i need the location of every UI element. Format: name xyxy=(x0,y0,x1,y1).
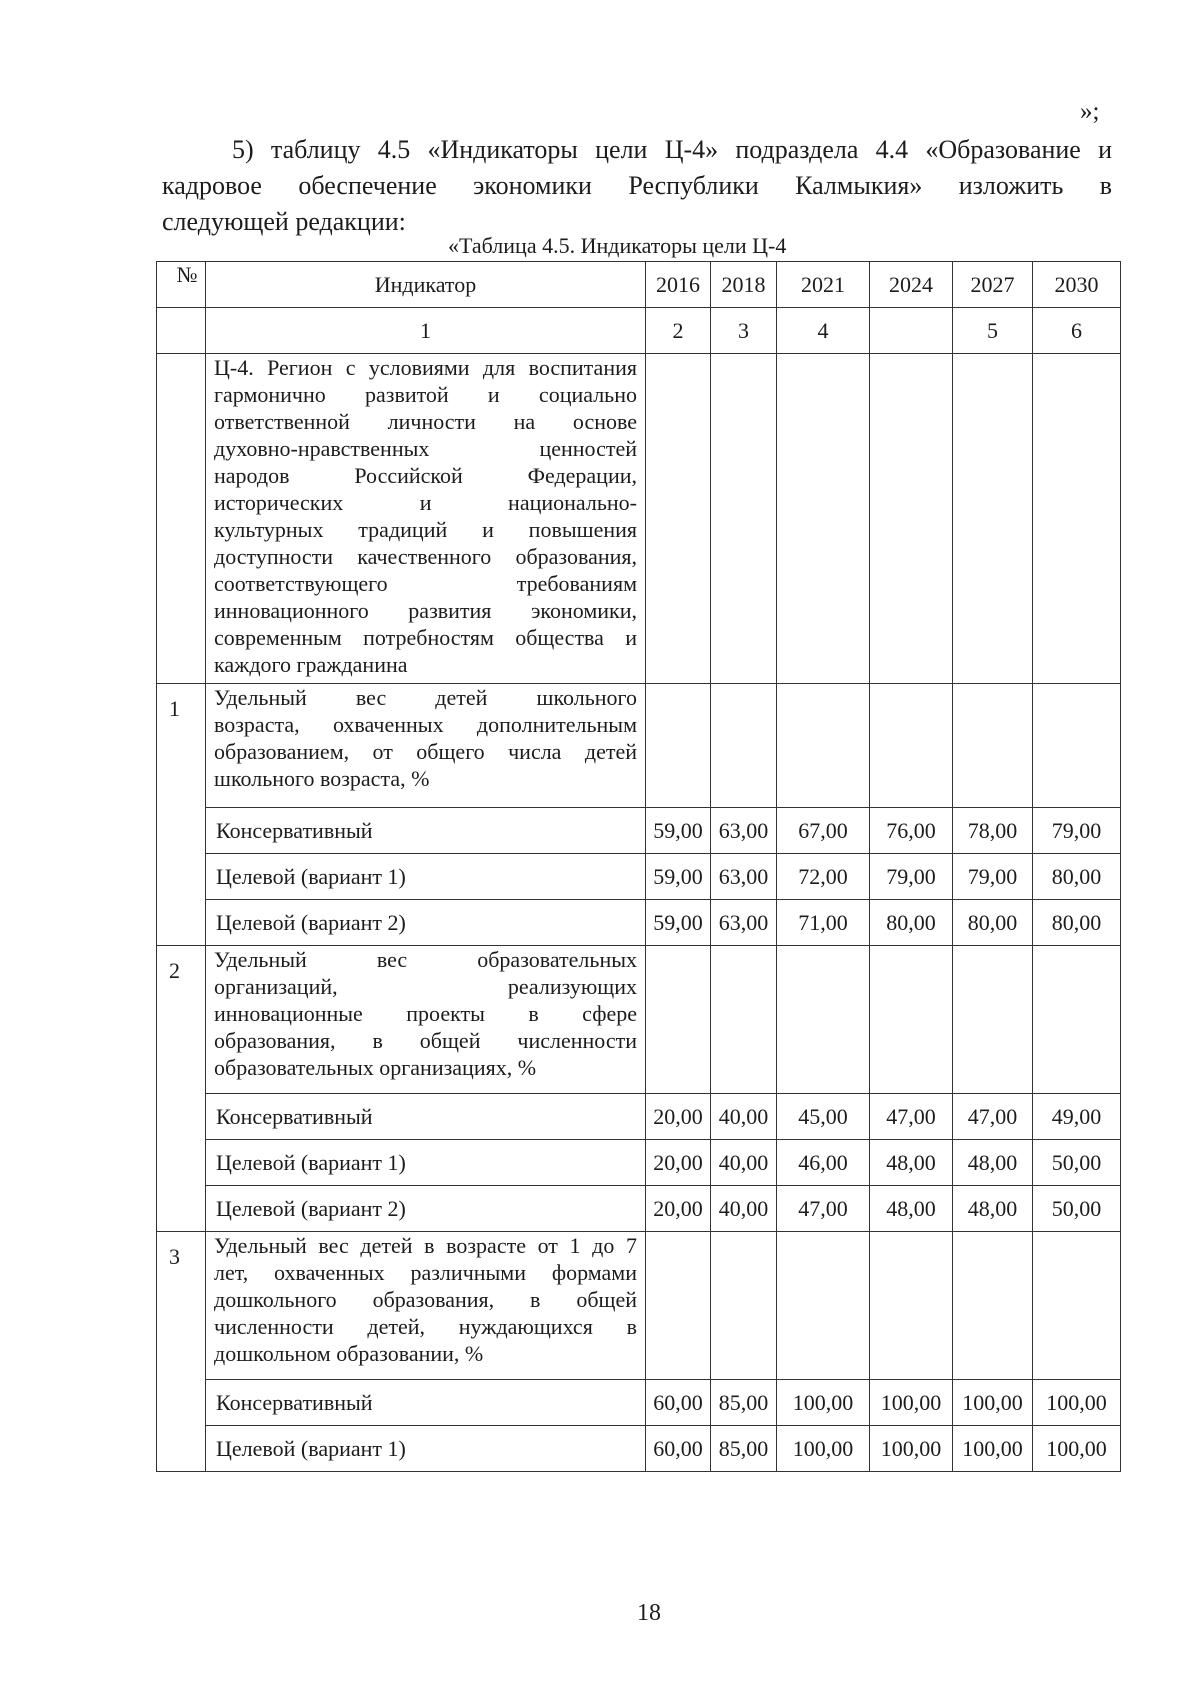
scenario-label: Целевой (вариант 1) xyxy=(206,854,646,900)
empty-value-cell xyxy=(646,1232,711,1380)
value-cell: 80,00 xyxy=(1033,854,1121,900)
scenario-label: Целевой (вариант 2) xyxy=(206,900,646,946)
scenario-label: Консервативный xyxy=(206,808,646,854)
paragraph-line: кадровое обеспечение экономики Республики Калмыкия» изложить в xyxy=(162,171,1112,200)
empty-value-cell xyxy=(953,1232,1033,1380)
column-numbers-row xyxy=(157,308,1121,354)
indicator-number: 1 xyxy=(157,684,206,946)
value-cell: 46,00 xyxy=(777,1140,870,1186)
header-number: № xyxy=(157,262,206,308)
indicator-text-line: дошкольного образования, в общей xyxy=(214,1287,637,1312)
indicator-text-cell xyxy=(206,946,646,1094)
value-cell: 48,00 xyxy=(870,1140,953,1186)
value-cell: 47,00 xyxy=(777,1186,870,1232)
value-cell: 85,00 xyxy=(711,1426,777,1472)
empty-value-cell xyxy=(870,684,953,808)
indicator-text-line: образованием, от общего числа детей xyxy=(214,739,637,764)
value-cell: 48,00 xyxy=(953,1186,1033,1232)
indicator-text-line: образовательных организациях, % xyxy=(214,1055,537,1080)
empty-value-cell xyxy=(953,946,1033,1094)
indicator-text-line: Удельный вес детей в возрасте от 1 до 7 xyxy=(214,1233,637,1258)
indicator-text-line: организаций, реализующих xyxy=(214,974,637,999)
header-year: 2024 xyxy=(870,262,953,308)
value-cell: 80,00 xyxy=(1033,900,1121,946)
indicator-text-cell xyxy=(206,354,646,684)
value-cell: 72,00 xyxy=(777,854,870,900)
scenario-label: Целевой (вариант 1) xyxy=(206,1426,646,1472)
indicator-text-line: образования, в общей численности xyxy=(214,1028,637,1053)
header-year: 2021 xyxy=(777,262,870,308)
value-cell: 79,00 xyxy=(953,854,1033,900)
value-cell: 60,00 xyxy=(646,1380,711,1426)
scenario-row xyxy=(157,808,1121,854)
closing-quote: »; xyxy=(1080,98,1100,125)
empty-value-cell xyxy=(646,684,711,808)
header-year: 2027 xyxy=(953,262,1033,308)
indicator-row xyxy=(157,1232,1121,1380)
value-cell: 20,00 xyxy=(646,1186,711,1232)
indicators-table xyxy=(156,261,1121,1472)
empty-value-cell xyxy=(711,1232,777,1380)
empty-value-cell xyxy=(1033,946,1121,1094)
value-cell: 40,00 xyxy=(711,1094,777,1140)
indicator-text-line: доступности качественного образования, xyxy=(214,544,637,569)
indicator-text-line: Удельный вес детей школьного xyxy=(214,685,637,710)
value-cell: 59,00 xyxy=(646,900,711,946)
column-number: 6 xyxy=(1033,308,1121,354)
indicator-text-line: дошкольном образовании, % xyxy=(214,1341,484,1366)
indicator-text-line: ответственной личности на основе xyxy=(214,409,637,434)
value-cell: 79,00 xyxy=(870,854,953,900)
scenario-row xyxy=(157,900,1121,946)
goal-row xyxy=(157,354,1121,684)
empty-value-cell xyxy=(777,354,870,684)
value-cell: 59,00 xyxy=(646,808,711,854)
scenario-label: Консервативный xyxy=(206,1094,646,1140)
value-cell: 48,00 xyxy=(953,1140,1033,1186)
value-cell: 50,00 xyxy=(1033,1140,1121,1186)
indicator-text-cell xyxy=(206,1232,646,1380)
value-cell: 100,00 xyxy=(953,1426,1033,1472)
indicator-number: 2 xyxy=(157,946,206,1232)
empty-value-cell xyxy=(953,354,1033,684)
value-cell: 100,00 xyxy=(1033,1426,1121,1472)
scenario-row xyxy=(157,1426,1121,1472)
empty-value-cell xyxy=(1033,1232,1121,1380)
scenario-row xyxy=(157,1186,1121,1232)
value-cell: 100,00 xyxy=(1033,1380,1121,1426)
indicator-row xyxy=(157,684,1121,808)
value-cell: 100,00 xyxy=(953,1380,1033,1426)
value-cell: 76,00 xyxy=(870,808,953,854)
value-cell: 80,00 xyxy=(953,900,1033,946)
column-number xyxy=(870,308,953,354)
empty-value-cell xyxy=(711,946,777,1094)
indicator-text-line: численности детей, нуждающихся в xyxy=(214,1314,637,1339)
paragraph-line: 5) таблицу 4.5 «Индикаторы цели Ц-4» подраздела 4.4 «Образование и xyxy=(232,135,1112,164)
scenario-label: Консервативный xyxy=(206,1380,646,1426)
scenario-row xyxy=(157,1140,1121,1186)
value-cell: 45,00 xyxy=(777,1094,870,1140)
header-indicator: Индикатор xyxy=(206,262,646,308)
value-cell: 63,00 xyxy=(711,808,777,854)
indicator-text-line: соответствующего требованиям xyxy=(214,571,637,596)
value-cell: 60,00 xyxy=(646,1426,711,1472)
indicator-text-line: духовно-нравственных ценностей xyxy=(214,436,637,461)
value-cell: 48,00 xyxy=(870,1186,953,1232)
column-number: 5 xyxy=(953,308,1033,354)
value-cell: 85,00 xyxy=(711,1380,777,1426)
value-cell: 100,00 xyxy=(777,1426,870,1472)
empty-value-cell xyxy=(646,946,711,1094)
empty-value-cell xyxy=(777,684,870,808)
indicator-text-line: Удельный вес образовательных xyxy=(214,947,637,972)
header-year: 2030 xyxy=(1033,262,1121,308)
value-cell: 47,00 xyxy=(953,1094,1033,1140)
header-year: 2018 xyxy=(711,262,777,308)
value-cell: 40,00 xyxy=(711,1186,777,1232)
column-number: 1 xyxy=(206,308,646,354)
value-cell: 63,00 xyxy=(711,900,777,946)
value-cell: 59,00 xyxy=(646,854,711,900)
amendment-paragraph xyxy=(162,132,1112,240)
value-cell: 67,00 xyxy=(777,808,870,854)
empty-value-cell xyxy=(711,684,777,808)
value-cell: 20,00 xyxy=(646,1094,711,1140)
empty-value-cell xyxy=(1033,684,1121,808)
empty-value-cell xyxy=(870,1232,953,1380)
value-cell: 71,00 xyxy=(777,900,870,946)
empty-value-cell xyxy=(870,946,953,1094)
value-cell: 100,00 xyxy=(777,1380,870,1426)
indicator-text-cell xyxy=(206,684,646,808)
value-cell: 63,00 xyxy=(711,854,777,900)
value-cell: 80,00 xyxy=(870,900,953,946)
scenario-row xyxy=(157,1094,1121,1140)
indicator-text-line: возраста, охваченных дополнительным xyxy=(214,712,637,737)
value-cell: 100,00 xyxy=(870,1380,953,1426)
table-header-row xyxy=(157,262,1121,308)
goal-number-cell xyxy=(157,354,206,684)
scenario-row xyxy=(157,854,1121,900)
empty-value-cell xyxy=(777,946,870,1094)
value-cell: 50,00 xyxy=(1033,1186,1121,1232)
empty-value-cell xyxy=(777,1232,870,1380)
scenario-label: Целевой (вариант 1) xyxy=(206,1140,646,1186)
column-number: 4 xyxy=(777,308,870,354)
value-cell: 49,00 xyxy=(1033,1094,1121,1140)
value-cell: 40,00 xyxy=(711,1140,777,1186)
indicator-text-line: гармонично развитой и социально xyxy=(214,382,637,407)
page-number: 18 xyxy=(637,1600,661,1626)
value-cell: 20,00 xyxy=(646,1140,711,1186)
empty-value-cell xyxy=(646,354,711,684)
value-cell: 100,00 xyxy=(870,1426,953,1472)
indicator-text-line: инновационного развития экономики, xyxy=(214,598,637,623)
indicator-number: 3 xyxy=(157,1232,206,1472)
indicator-text-line: современным потребностям общества и xyxy=(214,625,637,650)
empty-value-cell xyxy=(870,354,953,684)
empty-value-cell xyxy=(953,684,1033,808)
scenario-label: Целевой (вариант 2) xyxy=(206,1186,646,1232)
scenario-row xyxy=(157,1380,1121,1426)
column-number: 3 xyxy=(711,308,777,354)
paragraph-line: следующей редакции: xyxy=(162,207,406,236)
indicator-text-line: инновационные проекты в сфере xyxy=(214,1001,637,1026)
table-caption: «Таблица 4.5. Индикаторы цели Ц-4 xyxy=(448,233,787,258)
indicator-text-line: Ц-4. Регион с условиями для воспитания xyxy=(214,355,637,380)
value-cell: 79,00 xyxy=(1033,808,1121,854)
column-number: 2 xyxy=(646,308,711,354)
value-cell: 78,00 xyxy=(953,808,1033,854)
indicator-text-line: народов Российской Федерации, xyxy=(214,463,637,488)
value-cell: 47,00 xyxy=(870,1094,953,1140)
indicator-text-line: лет, охваченных различными формами xyxy=(214,1260,637,1285)
header-year: 2016 xyxy=(646,262,711,308)
indicator-text-line: каждого гражданина xyxy=(214,652,408,677)
indicator-text-line: школьного возраста, % xyxy=(214,766,430,791)
column-number xyxy=(157,308,206,354)
indicator-text-line: исторических и национально- xyxy=(214,490,637,515)
indicator-row xyxy=(157,946,1121,1094)
empty-value-cell xyxy=(1033,354,1121,684)
empty-value-cell xyxy=(711,354,777,684)
indicator-text-line: культурных традиций и повышения xyxy=(214,517,637,542)
